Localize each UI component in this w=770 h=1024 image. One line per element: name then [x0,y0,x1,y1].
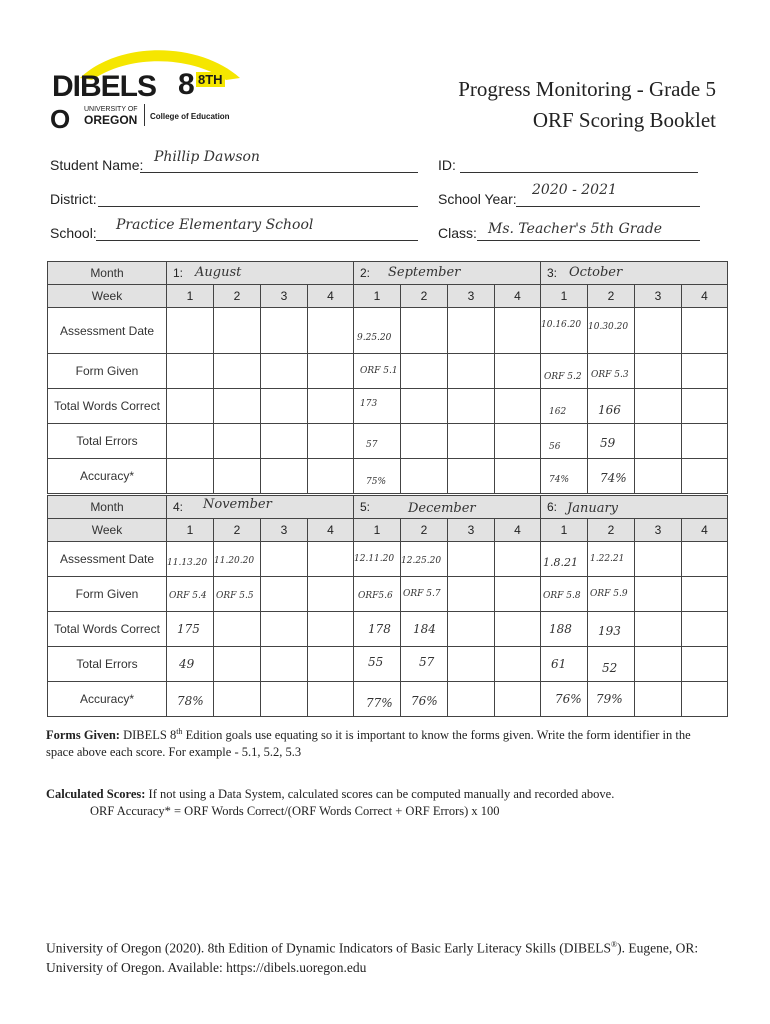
forms-given-text-b: Edition goals use equating so it is important to know the forms given. Write the form identifier in the space above each score. For example - 5.1, 5.2, 5.3 [46,728,691,760]
accuracy-row [48,682,728,717]
errors-cell[interactable] [635,647,682,682]
errors-cell[interactable] [214,424,261,459]
forms-given-heading: Forms Given: [46,728,120,743]
twc-cell[interactable] [635,389,682,424]
errors-cell[interactable]: 49 [167,647,214,682]
week-num: 2 [401,519,448,542]
accuracy-cell[interactable]: 79% [588,682,635,717]
date-cell[interactable]: 9.25.20 [354,308,401,354]
accuracy-cell[interactable]: 76% [401,682,448,717]
week-num: 3 [448,519,495,542]
date-cell[interactable] [308,308,354,354]
errors-cell[interactable] [495,647,541,682]
twc-cell[interactable] [401,389,448,424]
week-num: 1 [167,519,214,542]
twc-cell[interactable] [495,612,541,647]
form-given-label: Form Given [48,577,167,612]
twc-cell[interactable] [682,612,728,647]
errors-cell[interactable] [682,424,728,459]
week-num: 4 [308,519,354,542]
month-label: Month [48,496,167,519]
errors-cell[interactable] [261,424,308,459]
month-cell-5: 5: December [354,496,541,519]
week-num: 4 [682,519,728,542]
page-title: Progress Monitoring - Grade 5 [458,77,716,101]
dibels-logo [50,48,250,134]
accuracy-cell[interactable]: 77% [354,682,401,717]
week-num: 4 [495,519,541,542]
twc-cell[interactable] [682,389,728,424]
errors-cell[interactable] [682,647,728,682]
twc-cell[interactable] [495,389,541,424]
form-cell[interactable] [401,354,448,389]
week-num: 3 [261,285,308,308]
assessment-date-row [48,308,728,354]
total-errors-label: Total Errors [48,424,167,459]
date-cell[interactable] [635,308,682,354]
week-num: 1 [354,285,401,308]
oregon-o-icon: O [50,104,71,134]
twc-cell[interactable] [308,389,354,424]
week-num: 2 [214,285,261,308]
errors-cell[interactable] [308,424,354,459]
school-year-label: School Year: [438,191,517,207]
form-cell[interactable] [635,354,682,389]
twc-cell[interactable]: 173 [354,389,401,424]
twc-cell[interactable] [214,389,261,424]
date-cell[interactable]: 11.20.20 [214,542,261,577]
accuracy-cell[interactable] [635,459,682,494]
week-num: 1 [541,285,588,308]
twc-cell[interactable]: 193 [588,612,635,647]
week-num: 2 [401,285,448,308]
errors-cell[interactable]: 61 [541,647,588,682]
week-num: 1 [354,519,401,542]
accuracy-cell[interactable] [682,459,728,494]
errors-cell[interactable] [261,647,308,682]
student-name-label: Student Name: [50,157,144,173]
accuracy-label: Accuracy* [48,682,167,717]
form-cell[interactable] [308,577,354,612]
week-num: 1 [541,519,588,542]
accuracy-cell[interactable] [682,682,728,717]
month-cell-2: 2: September [354,262,541,285]
month-cell-6: 6: January [541,496,728,519]
date-cell[interactable] [401,308,448,354]
form-cell[interactable] [448,354,495,389]
form-cell[interactable] [261,577,308,612]
accuracy-cell[interactable] [261,459,308,494]
twc-cell[interactable]: 162 [541,389,588,424]
class-value[interactable]: Ms. Teacher's 5th Grade [488,221,663,237]
registered-mark: ® [611,940,618,949]
errors-cell[interactable]: 59 [588,424,635,459]
total-errors-label: Total Errors [48,647,167,682]
accuracy-cell[interactable]: 74% [541,459,588,494]
accuracy-cell[interactable]: 74% [588,459,635,494]
accuracy-cell[interactable]: 76% [541,682,588,717]
form-cell[interactable]: ORF 5.9 [588,577,635,612]
logo-brand-text: DIBELS [52,70,157,103]
citation-line1-b: ). Eugene, OR: [617,940,699,956]
twc-cell[interactable] [261,612,308,647]
errors-cell[interactable] [214,647,261,682]
date-cell[interactable] [682,308,728,354]
accuracy-cell[interactable] [214,459,261,494]
assessment-date-row [48,542,728,577]
week-row [48,285,728,308]
school-year-line [516,206,700,207]
school-year-value[interactable]: 2020 - 2021 [532,182,617,198]
scores-table-1 [47,261,728,494]
form-cell[interactable]: ORF 5.8 [541,577,588,612]
date-cell[interactable] [214,308,261,354]
errors-cell[interactable]: 52 [588,647,635,682]
twc-cell[interactable]: 188 [541,612,588,647]
form-cell[interactable] [682,577,728,612]
errors-cell[interactable] [401,424,448,459]
form-cell[interactable] [495,577,541,612]
citation-line1-a: University of Oregon (2020). 8th Edition of Dynamic Indicators of Basic Early Literacy Skills (DIBELS [46,940,612,956]
id-line[interactable] [460,172,698,173]
accuracy-label: Accuracy* [48,459,167,494]
date-cell[interactable]: 1.22.21 [588,542,635,577]
date-cell[interactable] [635,542,682,577]
calculated-scores-text: If not using a Data System, calculated scores can be computed manually and recorded above. [145,787,615,801]
twc-cell[interactable]: 184 [401,612,448,647]
twc-cell[interactable]: 166 [588,389,635,424]
accuracy-cell[interactable] [495,459,541,494]
form-cell[interactable] [214,354,261,389]
accuracy-cell[interactable] [214,682,261,717]
week-num: 3 [635,519,682,542]
forms-given-sup: th [176,727,183,736]
student-name-line [140,172,418,173]
logo-college: College of Education [150,112,230,121]
accuracy-cell[interactable] [495,682,541,717]
week-num: 2 [588,285,635,308]
date-cell[interactable]: 10.30.20 [588,308,635,354]
form-cell[interactable]: ORF 5.1 [354,354,401,389]
errors-cell[interactable]: 55 [354,647,401,682]
district-line[interactable] [98,206,418,207]
date-cell[interactable]: 1.8.21 [541,542,588,577]
week-num: 2 [588,519,635,542]
twc-cell[interactable] [261,389,308,424]
twc-cell[interactable] [167,389,214,424]
week-label: Week [48,285,167,308]
month-row [48,262,728,285]
accuracy-cell[interactable] [448,459,495,494]
errors-cell[interactable]: 57 [401,647,448,682]
date-cell[interactable] [448,308,495,354]
twc-cell[interactable]: 178 [354,612,401,647]
date-cell[interactable] [167,308,214,354]
date-cell[interactable]: 12.11.20 [354,542,401,577]
week-num: 4 [495,285,541,308]
total-errors-row [48,424,728,459]
errors-cell[interactable] [495,424,541,459]
errors-cell[interactable] [635,424,682,459]
date-cell[interactable] [448,542,495,577]
date-cell[interactable] [495,542,541,577]
week-num: 4 [308,285,354,308]
form-cell[interactable]: ORF 5.4 [167,577,214,612]
accuracy-cell[interactable] [308,682,354,717]
district-label: District: [50,191,97,207]
accuracy-cell[interactable]: 78% [167,682,214,717]
accuracy-cell[interactable] [167,459,214,494]
form-cell[interactable] [635,577,682,612]
calculated-scores-note [46,786,726,803]
total-words-correct-row [48,389,728,424]
school-line [96,240,418,241]
form-cell[interactable]: ORF 5.3 [588,354,635,389]
form-cell[interactable]: ORF 5.2 [541,354,588,389]
class-label: Class: [438,225,477,241]
form-given-row [48,577,728,612]
date-cell[interactable]: 10.16.20 [541,308,588,354]
assessment-date-label: Assessment Date [48,542,167,577]
week-label: Week [48,519,167,542]
month-label: Month [48,262,167,285]
errors-cell[interactable] [448,647,495,682]
logo-univ-line2: OREGON [84,113,138,127]
form-cell[interactable] [167,354,214,389]
month-cell-3: 3: October [541,262,728,285]
week-num: 3 [448,285,495,308]
week-num: 3 [635,285,682,308]
accuracy-cell[interactable] [448,682,495,717]
accuracy-formula: ORF Accuracy* = ORF Words Correct/(ORF Words Correct + ORF Errors) x 100 [90,804,500,818]
date-cell[interactable]: 11.13.20 [167,542,214,577]
twc-cell[interactable]: 175 [167,612,214,647]
citation-line2: University of Oregon. Available: https://dibels.uoregon.edu [46,959,367,975]
forms-given-text-a: DIBELS 8 [119,728,177,743]
form-cell[interactable]: ORF 5.7 [401,577,448,612]
citation [46,935,736,977]
form-given-label: Form Given [48,354,167,389]
form-cell[interactable] [682,354,728,389]
week-num: 2 [214,519,261,542]
errors-cell[interactable]: 57 [354,424,401,459]
school-value[interactable]: Practice Elementary School [116,217,314,233]
errors-cell[interactable]: 56 [541,424,588,459]
total-words-correct-label: Total Words Correct [48,389,167,424]
class-line [477,240,700,241]
month-cell-1: 1: August [167,262,354,285]
accuracy-cell[interactable] [261,682,308,717]
form-cell[interactable] [261,354,308,389]
twc-cell[interactable] [448,389,495,424]
total-words-correct-label: Total Words Correct [48,612,167,647]
week-num: 1 [167,285,214,308]
form-cell[interactable] [495,354,541,389]
twc-cell[interactable] [448,612,495,647]
accuracy-cell[interactable] [635,682,682,717]
form-cell[interactable] [308,354,354,389]
form-cell[interactable]: ORF5.6 [354,577,401,612]
school-label: School: [50,225,97,241]
date-cell[interactable] [682,542,728,577]
accuracy-cell[interactable] [401,459,448,494]
errors-cell[interactable] [308,647,354,682]
form-cell[interactable] [448,577,495,612]
id-label: ID: [438,157,456,173]
date-cell[interactable] [261,308,308,354]
errors-cell[interactable] [448,424,495,459]
student-name-value[interactable]: Phillip Dawson [154,149,260,165]
errors-cell[interactable] [167,424,214,459]
total-words-correct-row [48,612,728,647]
form-given-row [48,354,728,389]
accuracy-cell[interactable] [308,459,354,494]
scores-table-2 [47,495,728,717]
twc-cell[interactable] [214,612,261,647]
page-subtitle: ORF Scoring Booklet [532,108,716,132]
form-cell[interactable]: ORF 5.5 [214,577,261,612]
twc-cell[interactable] [308,612,354,647]
week-row [48,519,728,542]
logo-eight: 8 [178,68,195,101]
week-num: 4 [682,285,728,308]
week-num: 3 [261,519,308,542]
date-cell[interactable]: 12.25.20 [401,542,448,577]
twc-cell[interactable] [635,612,682,647]
accuracy-cell[interactable]: 75% [354,459,401,494]
logo-univ-line1: UNIVERSITY OF [84,106,138,113]
month-row [48,496,728,519]
total-errors-row [48,647,728,682]
date-cell[interactable] [495,308,541,354]
logo-badge: 8TH [198,72,223,87]
month-cell-4: 4: November [167,496,354,519]
calculated-scores-heading: Calculated Scores: [46,787,146,801]
date-cell[interactable] [308,542,354,577]
assessment-date-label: Assessment Date [48,308,167,354]
forms-given-note [46,723,716,761]
logo-divider [144,104,145,126]
date-cell[interactable] [261,542,308,577]
accuracy-row [48,459,728,494]
